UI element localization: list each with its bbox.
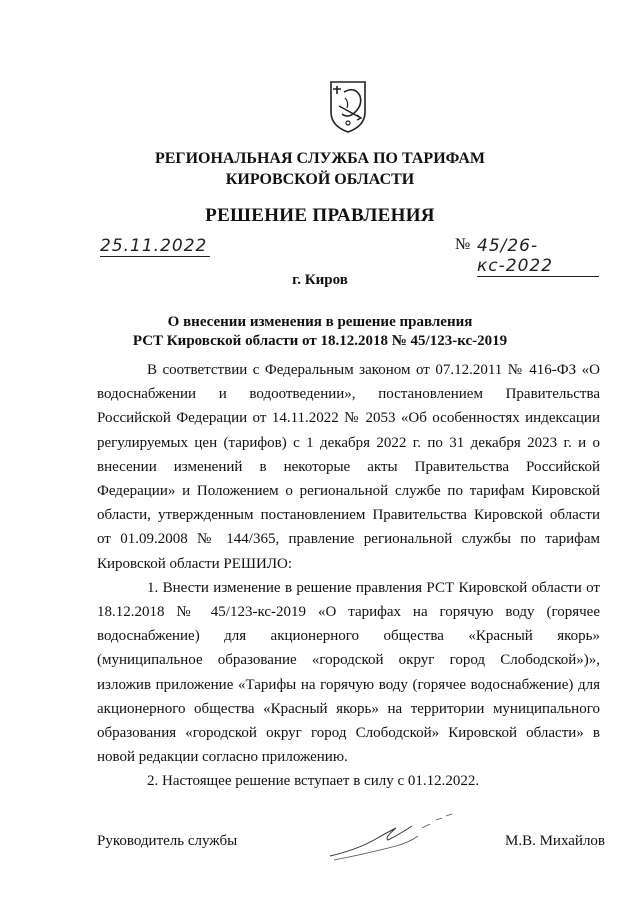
agency-name xyxy=(0,148,640,190)
decision-item-1: 1. Внести изменение в решение правления РСТ Кировской области от 18.12.2018 № 45/123-кс-2019 «О тарифах на горячую воду (горячее водоснабжение) для акционерного общества «Красный якорь» (муниципальное образование «городской округ город Слободской»)», изложив приложение «Тарифы на горячую воду (горячее водоснабжение) для акционерного общества «Красный якорь» на территории муниципального образования «городской округ город Слободской» Кировской области» в новой редакции согласно приложению. xyxy=(97,579,600,766)
signatory-position: Руководитель службы xyxy=(97,833,238,849)
number-sign: № xyxy=(455,236,471,253)
subject-line1: О внесении изменения в решение правления xyxy=(167,314,473,330)
city: г. Киров xyxy=(292,272,348,288)
preamble-paragraph: В соответствии с Федеральным законом от 07.12.2011 № 416-ФЗ «О водоснабжении и водоотведении», постановлением Правительства Российской Федерации от 14.11.2022 № 2053 «Об особенностях индексации регулируемых цен (тарифов) с 1 декабря 2022 г. по 31 декабря 2023 г. и о внесении изменений в некоторые акты Правительства Российской Федерации» и Положением о региональной службе по тарифам Кировской области, утвержденным постановлением Правительства Кировской области от 01.09.2008 № 144/365, правление региональной службы по тарифам Кировской области РЕШИЛО: xyxy=(97,362,600,572)
document-date: 25.11.2022 xyxy=(100,236,210,257)
document-number: 45/26-кс-2022 xyxy=(477,236,599,277)
signatory-name: М.В. Михайлов xyxy=(505,833,606,849)
agency-name-line2: КИРОВСКОЙ ОБЛАСТИ xyxy=(225,171,415,188)
decision-item-2: 2. Настоящее решение вступает в силу с 01.12.2022. xyxy=(147,773,480,790)
agency-name-line1: РЕГИОНАЛЬНАЯ СЛУЖБА ПО ТАРИФАМ xyxy=(154,150,486,167)
handwritten-signature-icon xyxy=(326,810,466,865)
coat-of-arms-icon xyxy=(327,78,369,134)
document-subject xyxy=(0,313,640,351)
document-type: РЕШЕНИЕ ПРАВЛЕНИЯ xyxy=(205,205,435,226)
subject-line2: РСТ Кировской области от 18.12.2018 № 45/123-кс-2019 xyxy=(132,333,508,349)
document-body xyxy=(97,358,600,794)
